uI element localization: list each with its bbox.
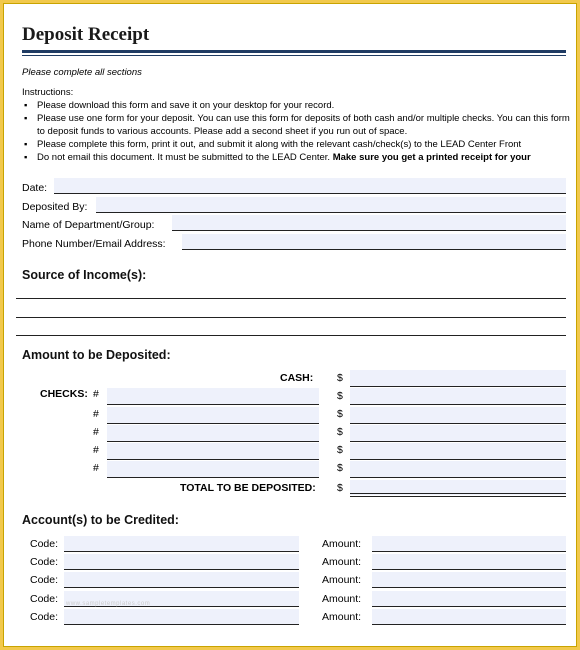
check-amount-field[interactable] bbox=[350, 388, 566, 404]
account-amount-underline bbox=[372, 587, 566, 588]
account-amount-field[interactable] bbox=[372, 591, 566, 606]
check-number-field[interactable] bbox=[107, 425, 319, 441]
contact-label: Phone Number/Email Address: bbox=[22, 238, 166, 250]
code-label: Code: bbox=[30, 611, 59, 623]
code-underline bbox=[64, 587, 299, 588]
code-field[interactable] bbox=[64, 609, 299, 624]
instruction-item: ▪ Please download this form and save it on your desktop for your record. bbox=[24, 100, 335, 111]
account-amount-field[interactable] bbox=[372, 609, 566, 624]
total-label: TOTAL TO BE DEPOSITED: bbox=[180, 482, 316, 494]
watermark: www.sampletemplates.com bbox=[66, 601, 151, 607]
check-amount-field[interactable] bbox=[350, 461, 566, 477]
total-double-underline bbox=[350, 493, 566, 497]
check-number-hash: # bbox=[93, 426, 99, 438]
check-amount-underline bbox=[350, 459, 566, 460]
check-amount-field[interactable] bbox=[350, 425, 566, 441]
dollar-sign: $ bbox=[337, 482, 343, 494]
check-number-field[interactable] bbox=[107, 388, 319, 404]
account-amount-underline bbox=[372, 606, 566, 607]
instructions-heading: Instructions: bbox=[22, 87, 74, 98]
source-line[interactable] bbox=[16, 298, 566, 299]
check-number-field[interactable] bbox=[107, 407, 319, 423]
date-field[interactable] bbox=[54, 178, 566, 193]
cash-label: CASH: bbox=[280, 372, 314, 384]
check-number-hash: # bbox=[93, 444, 99, 456]
check-number-hash: # bbox=[93, 388, 99, 400]
code-underline bbox=[64, 624, 299, 625]
check-number-hash: # bbox=[93, 462, 99, 474]
dollar-sign: $ bbox=[337, 462, 343, 474]
code-field[interactable] bbox=[64, 536, 299, 551]
contact-field[interactable] bbox=[182, 234, 566, 249]
check-number-underline bbox=[107, 423, 319, 424]
bullet-icon: ▪ bbox=[24, 113, 28, 124]
amount-label: Amount: bbox=[322, 556, 362, 568]
date-underline bbox=[54, 193, 566, 194]
department-underline bbox=[172, 230, 566, 231]
source-line[interactable] bbox=[16, 335, 566, 336]
department-label: Name of Department/Group: bbox=[22, 219, 155, 231]
check-number-underline bbox=[107, 459, 319, 460]
amount-label: Amount: bbox=[322, 574, 362, 586]
dollar-sign: $ bbox=[337, 426, 343, 438]
account-amount-field[interactable] bbox=[372, 572, 566, 587]
check-amount-field[interactable] bbox=[350, 443, 566, 459]
check-number-underline bbox=[107, 477, 319, 478]
dollar-sign: $ bbox=[337, 372, 343, 384]
amount-heading: Amount to be Deposited: bbox=[22, 348, 171, 362]
code-field[interactable] bbox=[64, 554, 299, 569]
amount-label: Amount: bbox=[322, 538, 362, 550]
code-label: Code: bbox=[30, 556, 59, 568]
account-amount-underline bbox=[372, 569, 566, 570]
check-amount-underline bbox=[350, 404, 566, 405]
dollar-sign: $ bbox=[337, 408, 343, 420]
code-label: Code: bbox=[30, 593, 59, 605]
bullet-icon: ▪ bbox=[24, 139, 28, 150]
amount-label: Amount: bbox=[322, 593, 362, 605]
deposited-by-label: Deposited By: bbox=[22, 201, 88, 213]
amount-label: Amount: bbox=[322, 611, 362, 623]
cash-amount-field[interactable] bbox=[350, 370, 566, 386]
subtitle: Please complete all sections bbox=[22, 67, 142, 78]
account-amount-field[interactable] bbox=[372, 536, 566, 551]
check-number-field[interactable] bbox=[107, 443, 319, 459]
check-number-hash: # bbox=[93, 408, 99, 420]
check-amount-field[interactable] bbox=[350, 407, 566, 423]
check-amount-underline bbox=[350, 441, 566, 442]
department-field[interactable] bbox=[172, 215, 566, 230]
bullet-icon: ▪ bbox=[24, 100, 28, 111]
code-underline bbox=[64, 569, 299, 570]
deposited-by-field[interactable] bbox=[96, 197, 566, 212]
check-amount-underline bbox=[350, 423, 566, 424]
bullet-icon: ▪ bbox=[24, 152, 28, 163]
date-label: Date: bbox=[22, 182, 48, 194]
deposit-receipt-form bbox=[3, 3, 577, 647]
code-label: Code: bbox=[30, 574, 59, 586]
code-underline bbox=[64, 551, 299, 552]
accounts-heading: Account(s) to be Credited: bbox=[22, 513, 179, 527]
instruction-item: ▪ Please use one form for your deposit. You can use this form for deposits of both cash and/or multiple checks. You can this form to deposit funds to various accounts. Please add a second sheet if you run out of space. bbox=[24, 113, 570, 137]
check-number-underline bbox=[107, 441, 319, 442]
instructions-list bbox=[22, 99, 570, 164]
checks-label: CHECKS: bbox=[40, 388, 88, 400]
page-title: Deposit Receipt bbox=[22, 24, 150, 45]
check-number-field[interactable] bbox=[107, 461, 319, 477]
source-heading: Source of Income(s): bbox=[22, 268, 147, 282]
code-label: Code: bbox=[30, 538, 59, 550]
deposited-by-underline bbox=[96, 212, 566, 213]
title-rule-thick bbox=[22, 50, 566, 53]
dollar-sign: $ bbox=[337, 390, 343, 402]
instruction-item: ▪ Do not email this document. It must be submitted to the LEAD Center. Make sure you get a printed receipt for your bbox=[24, 152, 531, 163]
check-number-underline bbox=[107, 404, 319, 405]
account-amount-underline bbox=[372, 551, 566, 552]
instruction-item: ▪ Please complete this form, print it out, and submit it along with the relevant cash/check(s) to the LEAD Center Front bbox=[24, 139, 522, 150]
title-rule-thin bbox=[22, 55, 566, 56]
contact-underline bbox=[182, 249, 566, 250]
account-amount-underline bbox=[372, 624, 566, 625]
code-field[interactable] bbox=[64, 572, 299, 587]
cash-underline bbox=[350, 386, 566, 387]
check-amount-underline bbox=[350, 477, 566, 478]
account-amount-field[interactable] bbox=[372, 554, 566, 569]
dollar-sign: $ bbox=[337, 444, 343, 456]
source-line[interactable] bbox=[16, 317, 566, 318]
